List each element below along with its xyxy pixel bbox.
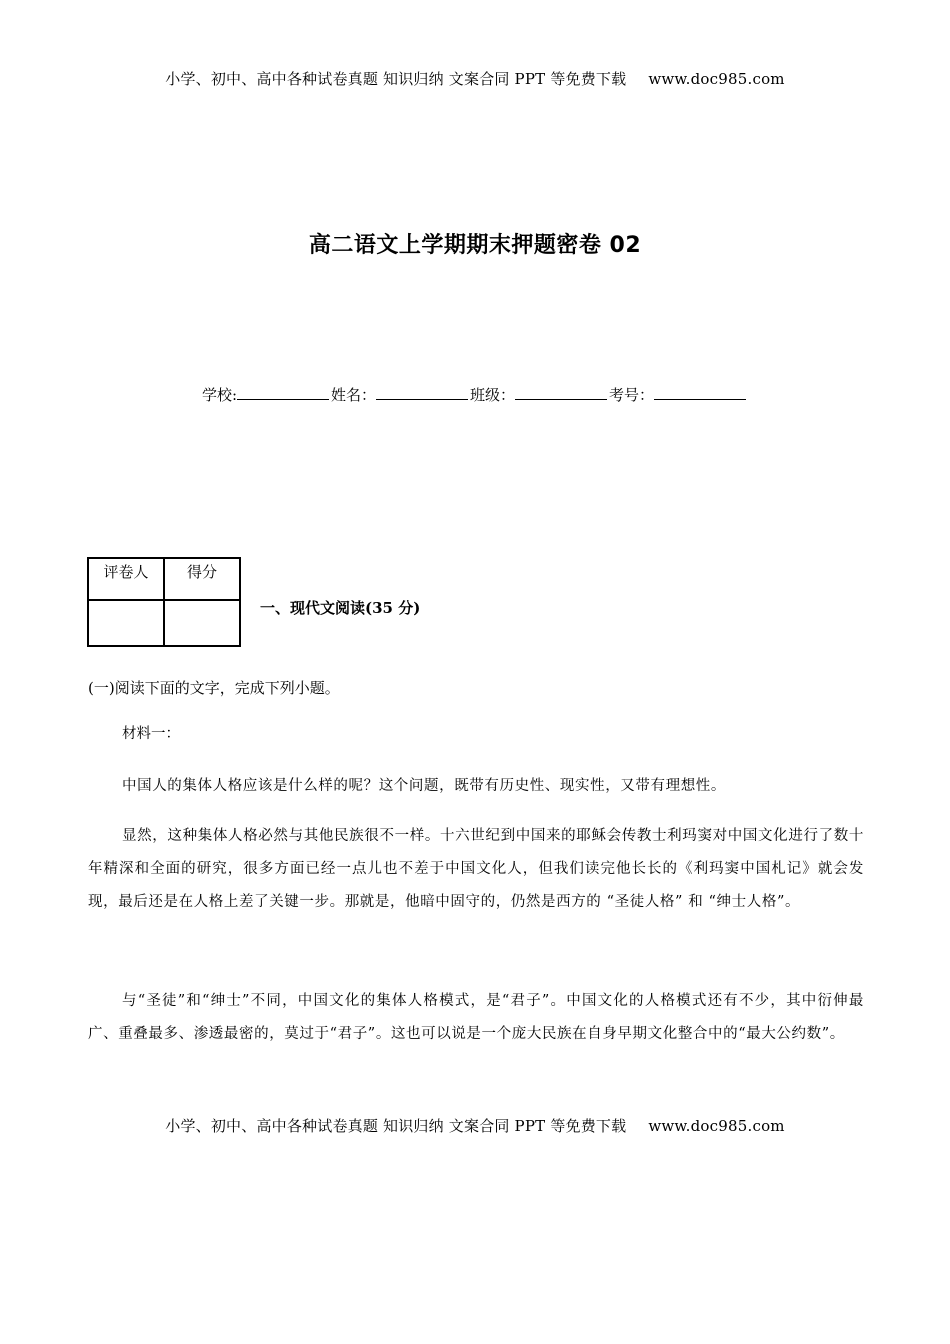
class-label: 班级：	[470, 386, 516, 404]
paragraph-1: 中国人的集体人格应该是什么样的呢？这个问题，既带有历史性、现实性，又带有理想性。	[122, 778, 726, 794]
student-info-line	[0, 384, 950, 405]
grader-header: 评卷人	[88, 558, 164, 600]
name-field[interactable]	[376, 385, 468, 400]
exam-no-label: 考号：	[609, 386, 655, 404]
score-table	[87, 557, 241, 647]
question-intro: (一)阅读下面的文字，完成下列小题。	[88, 679, 340, 697]
score-cell[interactable]	[164, 600, 240, 646]
footer-text: 小学、初中、高中各种试卷真题 知识归纳 文案合同 PPT 等免费下载	[165, 1117, 627, 1135]
paragraph-3: 与“圣徒”和“绅士”不同，中国文化的集体人格模式，是“君子”。中国文化的人格模式还有不少，其中衍伸最广、重叠最多、渗透最密的，莫过于“君子”。这也可以说是一个庞大民族在自身早期文化整合中的“最大公约数”。	[88, 993, 864, 1042]
material-label: 材料一：	[122, 726, 180, 742]
header-site-link[interactable]: www.doc985.com	[648, 70, 785, 88]
grader-cell[interactable]	[88, 600, 164, 646]
footer-site-link[interactable]: www.doc985.com	[648, 1117, 785, 1135]
paragraph-2: 显然，这种集体人格必然与其他民族很不一样。十六世纪到中国来的耶稣会传教士利玛窦对中国文化进行了数十年精深和全面的研究，很多方面已经一点儿也不差于中国文化人，但我们读完他长长的《利玛窦中国札记》就会发现，最后还是在人格上差了关键一步。那就是，他暗中固守的，仍然是西方的 “圣徒人格” 和 “绅士人格”。	[88, 828, 864, 910]
school-label: 学校:	[201, 386, 237, 404]
section-heading: 一、现代文阅读(35 分)	[260, 599, 421, 617]
page-header	[0, 68, 950, 89]
class-field[interactable]	[515, 385, 607, 400]
name-label: 姓名：	[331, 386, 377, 404]
header-text: 小学、初中、高中各种试卷真题 知识归纳 文案合同 PPT 等免费下载	[165, 70, 627, 88]
page-title: 高二语文上学期期末押题密卷 02	[308, 233, 642, 258]
school-field[interactable]	[237, 385, 329, 400]
page-footer	[0, 1115, 950, 1136]
score-header: 得分	[164, 558, 240, 600]
exam-no-field[interactable]	[654, 385, 746, 400]
